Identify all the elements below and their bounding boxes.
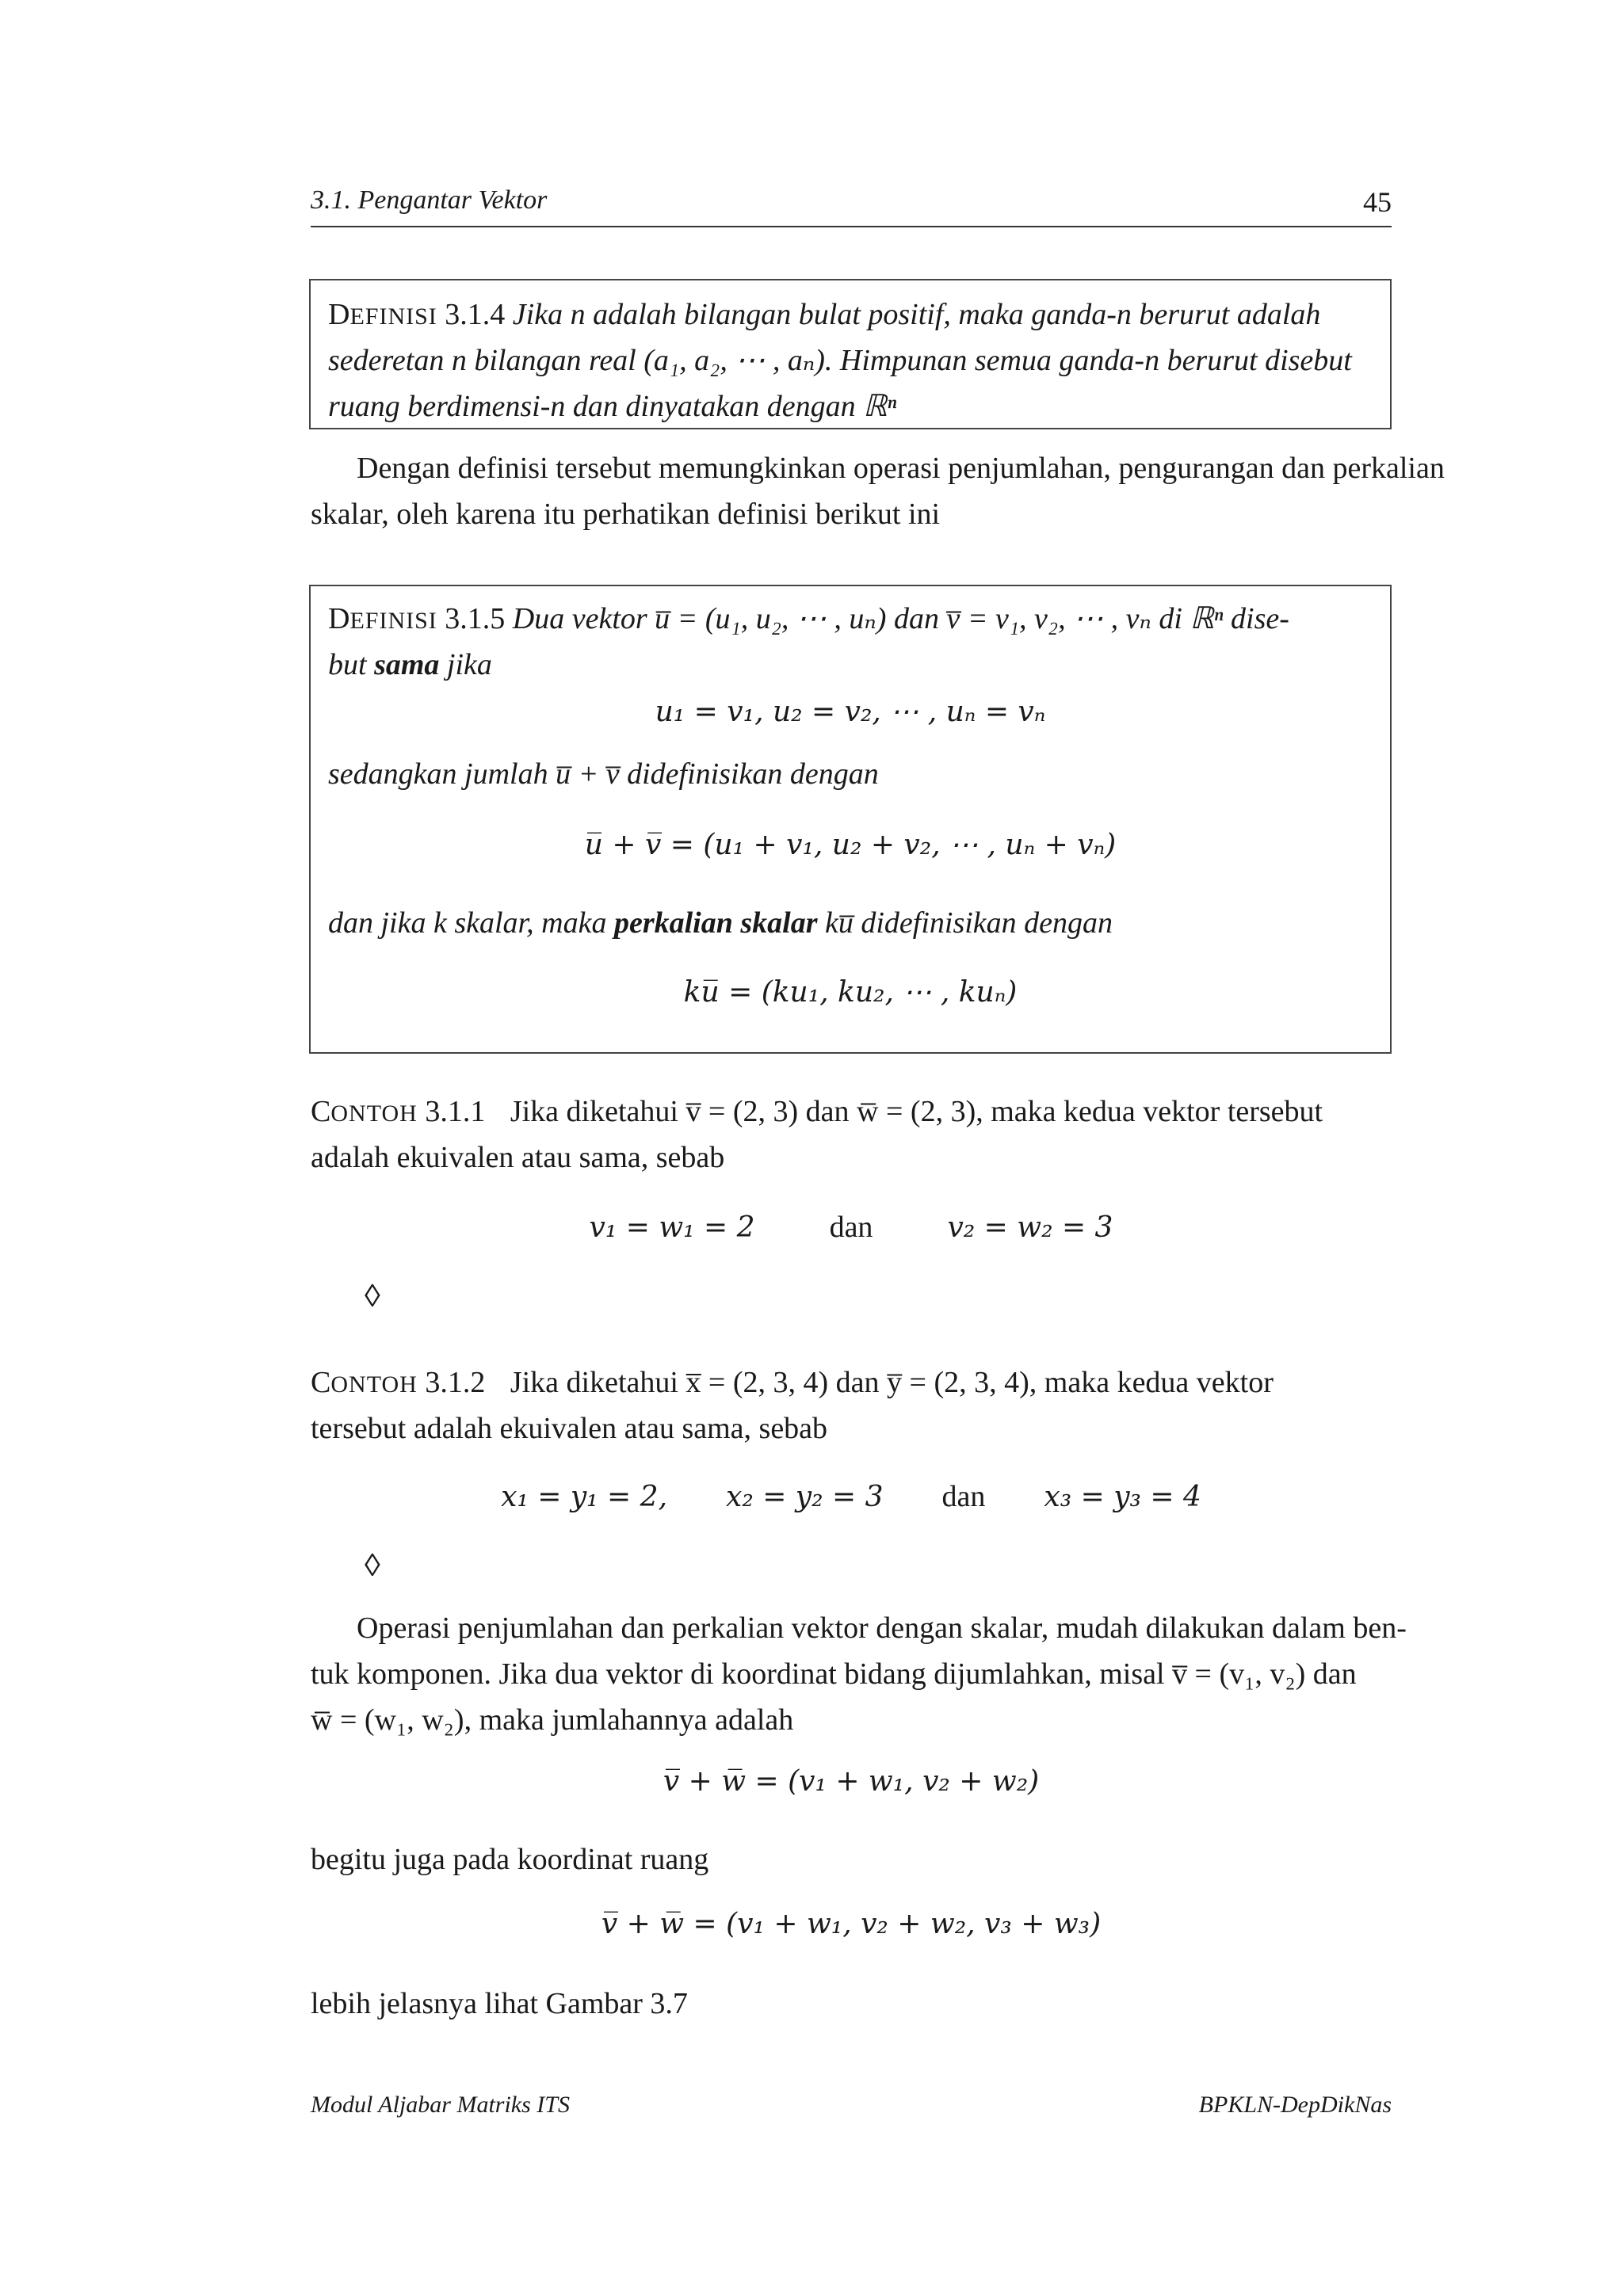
- equation-part: x₃ = y₃ = 4: [1044, 1481, 1201, 1513]
- footer-right: BPKLN-DepDikNas: [1198, 2092, 1392, 2118]
- text-fragment: but: [328, 648, 367, 681]
- definition-line-1: [328, 292, 1374, 340]
- running-header-title: 3.1. Pengantar Vektor: [311, 185, 548, 215]
- definition-text: Jika n adalah bilangan bulat positif, maka ganda-n berurut adalah: [512, 298, 1321, 331]
- example-number: 3.1.2: [425, 1366, 486, 1399]
- example-number: 3.1.1: [425, 1095, 486, 1128]
- paragraph-line: w̅ = (w₁, w₂), maka jumlahannya adalah: [311, 1703, 794, 1737]
- example-label-rest: ONTOH: [330, 1100, 418, 1127]
- definition-number: 3.1.4: [445, 298, 506, 331]
- equation-vector-sum: u̅ + v̅ = (u₁ + v₁, u₂ + v₂, ⋯ , uₙ + vₙ): [584, 829, 1117, 861]
- example-text: Jika diketahui x̅ = (2, 3, 4) dan y̅ = (2, 3, 4), maka kedua vektor: [510, 1366, 1274, 1399]
- bold-term: sama: [374, 648, 440, 681]
- page-number: 45: [1363, 186, 1392, 218]
- definition-label: D: [328, 602, 350, 635]
- example-line-1: [311, 1360, 1274, 1408]
- definition-box-3-1-5: [309, 585, 1392, 1054]
- equation-conjunction: dan: [829, 1211, 873, 1244]
- diamond-icon: ◊: [365, 1547, 380, 1583]
- header-rule: [311, 226, 1392, 227]
- example-text: Jika diketahui v̅ = (2, 3) dan w̅ = (2, 3), maka kedua vektor tersebut: [510, 1095, 1323, 1128]
- bold-term: perkalian skalar: [613, 906, 818, 940]
- equation-part: x₁ = y₁ = 2,: [501, 1481, 668, 1513]
- paragraph-line: Operasi penjumlahan dan perkalian vektor dengan skalar, mudah dilakukan dalam ben-: [357, 1611, 1407, 1645]
- example-equation: [311, 1474, 1392, 1520]
- paragraph-line: tuk komponen. Jika dua vektor di koordinat bidang dijumlahkan, misal v̅ = (v₁, v₂) dan: [311, 1657, 1357, 1691]
- paragraph-line: begitu juga pada koordinat ruang: [311, 1843, 709, 1876]
- paragraph-line: Dengan definisi tersebut memungkinkan operasi penjumlahan, pengurangan dan perkalian: [357, 452, 1445, 485]
- text-fragment: dan jika k skalar, maka: [328, 906, 607, 940]
- definition-label-rest: EFINISI: [349, 303, 437, 330]
- definition-line-3: ruang berdimensi-n dan dinyatakan dengan ℝⁿ: [328, 390, 897, 423]
- definition-text: Dua vektor u̅ = (u₁, u₂, ⋯ , uₙ) dan v̅ = v₁, v₂, ⋯ , vₙ di ℝⁿ dise-: [512, 602, 1289, 635]
- definition-line-3: sedangkan jumlah u̅ + v̅ didefinisikan dengan: [328, 757, 879, 791]
- example-equation: [311, 1204, 1392, 1250]
- equation-scalar-multiplication: ku̅ = (ku₁, ku₂, ⋯ , kuₙ): [683, 976, 1018, 1009]
- definition-number: 3.1.5: [445, 602, 506, 635]
- equation-space-sum: v̅ + w̅ = (v₁ + w₁, v₂ + w₂, v₃ + w₃): [601, 1908, 1102, 1940]
- paragraph-line: lebih jelasnya lihat Gambar 3.7: [311, 1987, 688, 2020]
- example-label-rest: ONTOH: [330, 1371, 418, 1398]
- example-label: C: [311, 1366, 331, 1399]
- example-line-1: [311, 1089, 1323, 1137]
- paragraph-line: skalar, oleh karena itu perhatikan definisi berikut ini: [311, 498, 941, 531]
- equation-components-equal: u₁ = v₁, u₂ = v₂, ⋯ , uₙ = vₙ: [655, 696, 1046, 728]
- equation-plane-sum: v̅ + w̅ = (v₁ + w₁, v₂ + w₂): [663, 1765, 1040, 1798]
- definition-line-2: [328, 642, 492, 688]
- footer-left: Modul Aljabar Matriks ITS: [311, 2092, 570, 2118]
- diamond-icon: ◊: [365, 1278, 380, 1314]
- text-fragment: jika: [446, 648, 492, 681]
- definition-label: D: [328, 298, 350, 331]
- equation-part: x₂ = y₂ = 3: [726, 1481, 884, 1513]
- equation-part: v₁ = w₁ = 2: [589, 1211, 755, 1244]
- example-line-2: adalah ekuivalen atau sama, sebab: [311, 1141, 725, 1174]
- definition-label-rest: EFINISI: [349, 608, 437, 634]
- definition-line-1: [328, 596, 1289, 644]
- example-line-2: tersebut adalah ekuivalen atau sama, sebab: [311, 1412, 828, 1445]
- definition-line-4: [328, 900, 1113, 946]
- text-fragment: ku̅ didefinisikan dengan: [825, 906, 1113, 940]
- example-label: C: [311, 1095, 331, 1128]
- equation-part: v₂ = w₂ = 3: [947, 1211, 1113, 1244]
- definition-box-3-1-4: [309, 279, 1392, 429]
- definition-line-2: sederetan n bilangan real (a₁, a₂, ⋯ , aₙ). Himpunan semua ganda-n berurut disebut: [328, 344, 1352, 377]
- equation-conjunction: dan: [941, 1480, 986, 1513]
